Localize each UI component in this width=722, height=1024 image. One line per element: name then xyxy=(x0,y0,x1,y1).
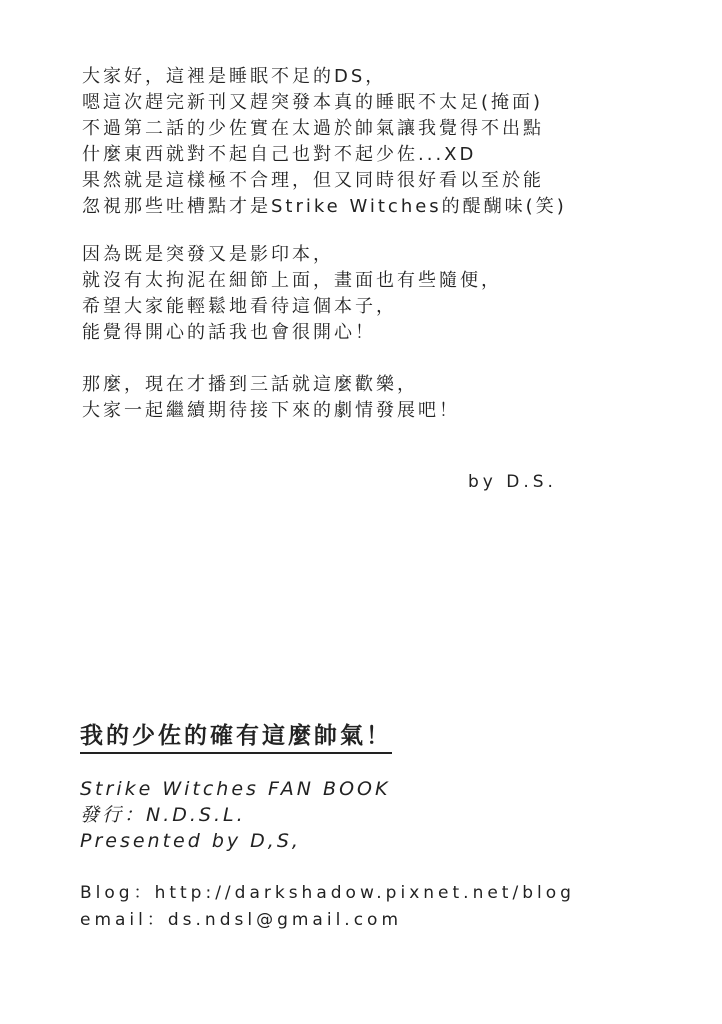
book-title: 我的少佐的確有這麼帥氣！ xyxy=(80,722,392,754)
message-paragraph-1 xyxy=(82,64,567,220)
publisher-line: 發行：N.D.S.L. xyxy=(80,804,246,826)
text-line: 能覺得開心的話我也會很開心！ xyxy=(82,322,376,343)
colophon-info xyxy=(80,776,390,854)
email-line: email：ds.ndsl@gmail.com xyxy=(80,910,403,930)
series-line: Strike Witches FAN BOOK xyxy=(80,778,391,800)
text-line: 嗯這次趕完新刊又趕突發本真的睡眠不太足(掩面) xyxy=(82,92,544,113)
text-line: 什麼東西就對不起自己也對不起少佐...XD xyxy=(82,144,477,165)
text-line: 希望大家能輕鬆地看待這個本子， xyxy=(82,296,397,317)
text-line: 就沒有太拘泥在細節上面，畫面也有些隨便， xyxy=(82,270,502,291)
author-signature: by D.S. xyxy=(468,472,557,492)
text-line: 果然就是這樣極不合理，但又同時很好看以至於能 xyxy=(82,170,544,191)
text-line: 不過第二話的少佐實在太過於帥氣讓我覺得不出點 xyxy=(82,118,544,139)
contact-info xyxy=(80,880,575,934)
message-paragraph-2 xyxy=(82,242,502,346)
text-line: 大家一起繼續期待接下來的劇情發展吧！ xyxy=(82,400,460,421)
blog-line: Blog：http://darkshadow.pixnet.net/blog xyxy=(80,883,575,903)
text-line: 大家好，這裡是睡眠不足的DS， xyxy=(82,66,387,87)
presenter-line: Presented by D,S, xyxy=(80,830,301,852)
message-paragraph-3 xyxy=(82,372,460,424)
text-line: 因為既是突發又是影印本， xyxy=(82,244,334,265)
text-line: 忽視那些吐槽點才是Strike Witches的醍醐味(笑) xyxy=(82,196,567,217)
text-line: 那麼，現在才播到三話就這麼歡樂， xyxy=(82,374,418,395)
